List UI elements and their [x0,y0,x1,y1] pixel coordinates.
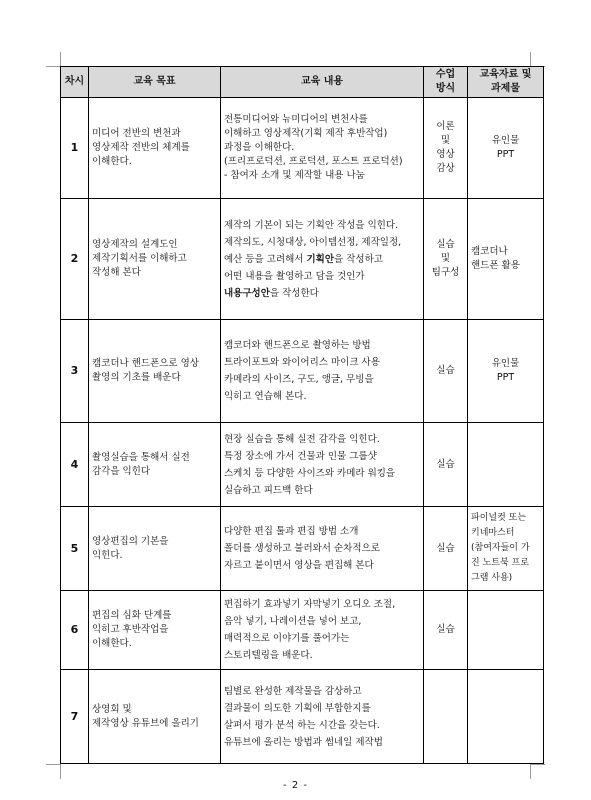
crop-mark-top-right [530,52,545,67]
material-cell: 캠코더나 핸드폰 활용 [468,199,544,320]
goal-cell: 캠코더나 핸드폰으로 영상 촬영의 기초를 배운다 [89,320,221,423]
crop-mark-top-left [46,52,61,67]
crop-mark-bottom-left [46,764,61,779]
goal-cell: 영상제작의 설계도인 제작기획서를 이해하고 작성해 본다 [89,199,221,320]
method-cell: 이론 및 영상 감상 [424,98,468,199]
session-number: 5 [61,507,89,591]
content-line: 을 작성하고 [334,253,383,265]
crop-mark-bottom-right [530,764,545,779]
content-cell: 현장 실습을 통해 실전 감각을 익힌다. 특정 장소에 가서 건물과 인물 그룹샷 스케치 등 다양한 사이즈와 카메라 워킹을 실습하고 피드백 한다 [221,423,424,507]
table-row [61,591,544,670]
bold-keyword: 내용구성안 [224,287,270,299]
goal-cell: 촬영실습을 통해서 실전 감각을 익힌다 [89,423,221,507]
content-line: 제작의도, 시청대상, 아이템선정, 제작일정, [224,236,402,248]
header-session: 차시 [61,67,89,98]
session-number: 3 [61,320,89,423]
table-row [61,98,544,199]
content-cell: 다양한 편집 툴과 편집 방법 소개 폴더를 생성하고 불러와서 순차적으로 자르고 붙이면서 영상을 편집해 본다 [221,507,424,591]
content-cell: 팀별로 완성한 제작물을 감상하고 결과물이 의도한 기획에 부합한지를 살펴서 평가 분석 하는 시간을 갖는다. 유튜브에 올리는 방법과 썸네일 제작법 [221,670,424,764]
goal-cell: 편집의 심화 단계를 익히고 후반작업을 이해한다. [89,591,221,670]
material-cell: 유인물 PPT [468,98,544,199]
material-cell [468,670,544,764]
method-cell: 실습 [424,507,468,591]
bold-keyword: 기획안 [306,253,335,265]
content-cell: 캠코더와 핸드폰으로 촬영하는 방법 트라이포트와 와이어리스 마이크 사용 카메라의 사이즈, 구도, 앵글, 무빙을 익히고 연습해 본다. [221,320,424,423]
material-cell: 파이널컷 또는 키네마스터 (참여자들이 가 진 노트북 프로 그램 사용) [468,507,544,591]
session-number: 7 [61,670,89,764]
session-number: 2 [61,199,89,320]
material-cell [468,423,544,507]
session-number: 6 [61,591,89,670]
method-cell [424,670,468,764]
table-row [61,199,544,320]
goal-cell: 상영회 및 제작영상 유튜브에 올리기 [89,670,221,764]
table-row [61,423,544,507]
content-line: 어떤 내용을 촬영하고 담을 것인가 [224,270,365,282]
method-cell: 실습 [424,591,468,670]
header-content: 교육 내용 [221,67,424,98]
table-row [61,320,544,423]
material-cell: 유인물 PPT [468,320,544,423]
curriculum-table [60,66,544,764]
material-cell [468,591,544,670]
content-line: 예산 등을 고려해서 [224,253,307,265]
header-material: 교육자료 및 과제물 [468,67,544,98]
table-header-row [61,67,544,98]
table-row [61,670,544,764]
page-number: - 2 - [283,780,308,791]
goal-cell: 영상편집의 기본을 익힌다. [89,507,221,591]
method-cell: 실습 [424,320,468,423]
session-number: 4 [61,423,89,507]
table-row [61,507,544,591]
header-goal: 교육 목표 [89,67,221,98]
content-cell: 편집하기 효과넣기 자막넣기 오디오 조절, 음악 넣기, 나레이션을 넣어 보고, 매력적으로 이야기를 풀어가는 스토리텔링을 배운다. [221,591,424,670]
content-cell [221,199,424,320]
content-line: 을 작성한다 [269,287,319,299]
method-cell: 실습 [424,423,468,507]
session-number: 1 [61,98,89,199]
header-method: 수업 방식 [424,67,468,98]
goal-cell: 미디어 전반의 변천과 영상제작 전반의 체계를 이해한다. [89,98,221,199]
content-line: 제작의 기본이 되는 기획안 작성을 익힌다. [224,219,399,231]
method-cell: 실습 및 팀구성 [424,199,468,320]
content-cell: 전통미디어와 뉴미디어의 변천사를 이해하고 영상제작(기획 제작 후반작업) 과정을 이해한다. (프리프로덕션, 프로덕션, 포스트 프로덕션) - 참여자 소개 및 제작할 내용 나눔 [221,98,424,199]
